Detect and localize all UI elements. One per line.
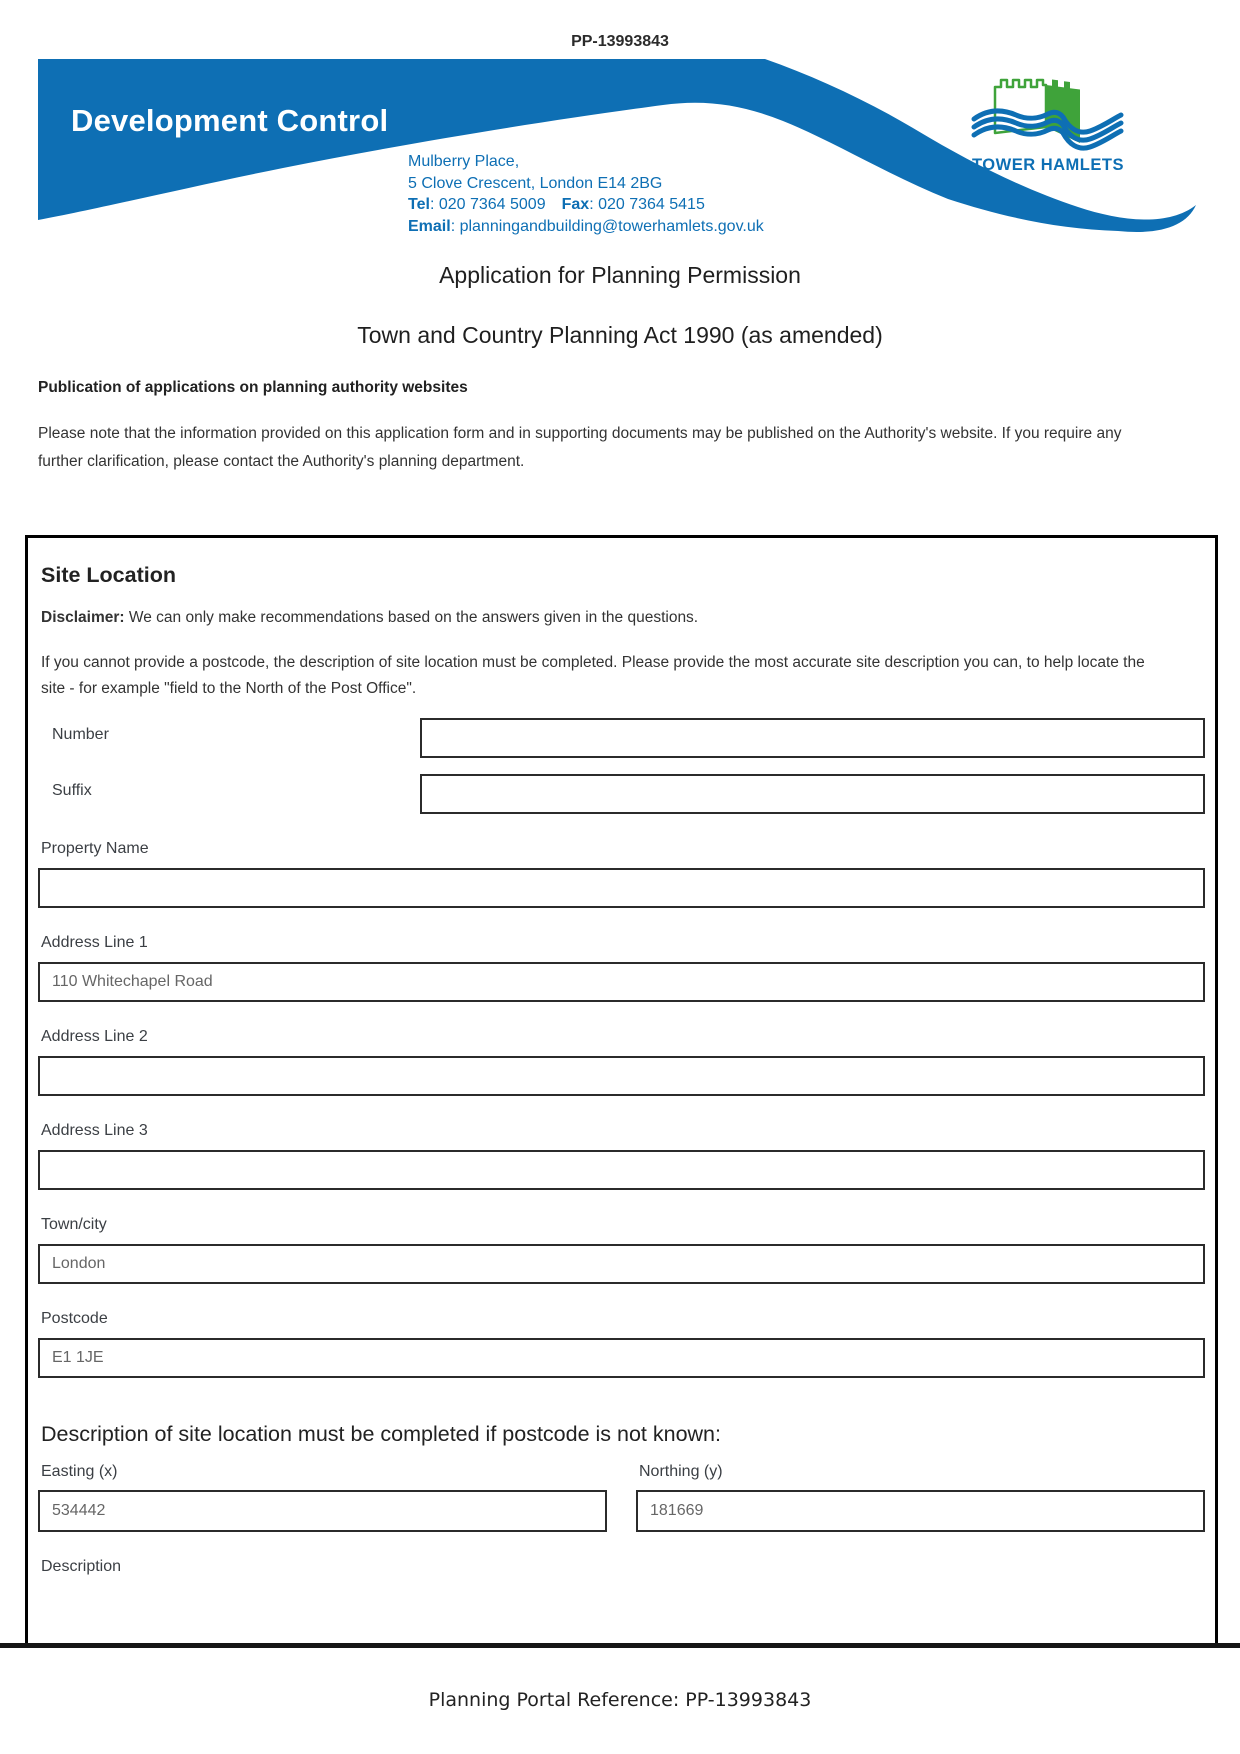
logo-text: TOWER HAMLETS xyxy=(972,156,1124,174)
form-title: Application for Planning Permission xyxy=(439,262,801,288)
address-line-2-input[interactable] xyxy=(38,1056,1205,1096)
site-location-heading: Site Location xyxy=(41,563,176,587)
town-city-label: Town/city xyxy=(41,1216,107,1233)
town-city-input[interactable] xyxy=(38,1244,1205,1284)
publication-note: Please note that the information provided on this application form and in supporting documents may be published on the Authority's website. If you require any further clarification, please contact the Authority's planning department. xyxy=(38,425,1122,470)
suffix-field-row xyxy=(38,774,1205,814)
number-input[interactable] xyxy=(420,718,1205,758)
pp-reference: PP-13993843 xyxy=(571,33,669,50)
contact-line-2: 5 Clove Crescent, London E14 2BG xyxy=(408,174,663,192)
northing-label: Northing (y) xyxy=(639,1463,723,1480)
property-name-field xyxy=(38,840,1205,908)
contact-line-email xyxy=(408,216,764,238)
property-name-input[interactable] xyxy=(38,868,1205,908)
address-line-1-label: Address Line 1 xyxy=(41,934,148,951)
suffix-input[interactable] xyxy=(420,774,1205,814)
fax-label: Fax xyxy=(561,196,590,213)
coordinates-row xyxy=(38,1463,1205,1532)
address-line-1-input[interactable] xyxy=(38,962,1205,1002)
property-name-label: Property Name xyxy=(41,840,149,857)
publication-heading: Publication of applications on planning authority websites xyxy=(38,379,468,396)
contact-line-phone xyxy=(408,194,764,216)
number-label: Number xyxy=(52,726,109,743)
disclaimer-text: We can only make recommendations based on the answers given in the questions. xyxy=(124,609,699,626)
postcode-label: Postcode xyxy=(41,1310,108,1327)
easting-label: Easting (x) xyxy=(41,1463,118,1480)
contact-address xyxy=(408,151,764,237)
header-banner xyxy=(38,59,1218,244)
suffix-label: Suffix xyxy=(52,782,92,799)
northing-input[interactable] xyxy=(636,1490,1205,1532)
tower-hamlets-logo xyxy=(966,69,1132,177)
address-line-3-field xyxy=(38,1122,1205,1190)
northing-field xyxy=(636,1463,1205,1532)
postcode-instructions: If you cannot provide a postcode, the description of site location must be completed. Please provide the most accurate site description you can, to help locate the site - for example "field to the North of the Post Office". xyxy=(41,654,1145,697)
town-city-field xyxy=(38,1216,1205,1284)
postcode-field xyxy=(38,1310,1205,1378)
tel-value: : 020 7364 5009 xyxy=(429,196,546,213)
address-line-3-label: Address Line 3 xyxy=(41,1122,148,1139)
address-line-3-input[interactable] xyxy=(38,1150,1205,1190)
tel-label: Tel xyxy=(408,196,430,213)
contact-line-1: Mulberry Place, xyxy=(408,153,520,170)
disclaimer xyxy=(41,609,1202,627)
disclaimer-label: Disclaimer: xyxy=(41,609,125,626)
email-label: Email xyxy=(408,217,451,235)
footer-reference: Planning Portal Reference: PP-13993843 xyxy=(428,1689,812,1711)
fax-value: : 020 7364 5415 xyxy=(589,196,705,213)
banner-title: Development Control xyxy=(71,103,389,138)
page-break-line xyxy=(0,1643,1240,1648)
easting-input[interactable] xyxy=(38,1490,607,1532)
address-line-1-field xyxy=(38,934,1205,1002)
address-line-2-label: Address Line 2 xyxy=(41,1028,148,1045)
number-field-row xyxy=(38,718,1205,758)
address-line-2-field xyxy=(38,1028,1205,1096)
postcode-input[interactable] xyxy=(38,1338,1205,1378)
description-required-heading: Description of site location must be completed if postcode is not known: xyxy=(41,1422,721,1446)
easting-field xyxy=(38,1463,607,1532)
act-subtitle: Town and Country Planning Act 1990 (as amended) xyxy=(357,322,883,348)
email-value: : planningandbuilding@towerhamlets.gov.uk xyxy=(450,217,764,235)
description-label: Description xyxy=(41,1558,122,1575)
site-location-section xyxy=(25,535,1218,1643)
